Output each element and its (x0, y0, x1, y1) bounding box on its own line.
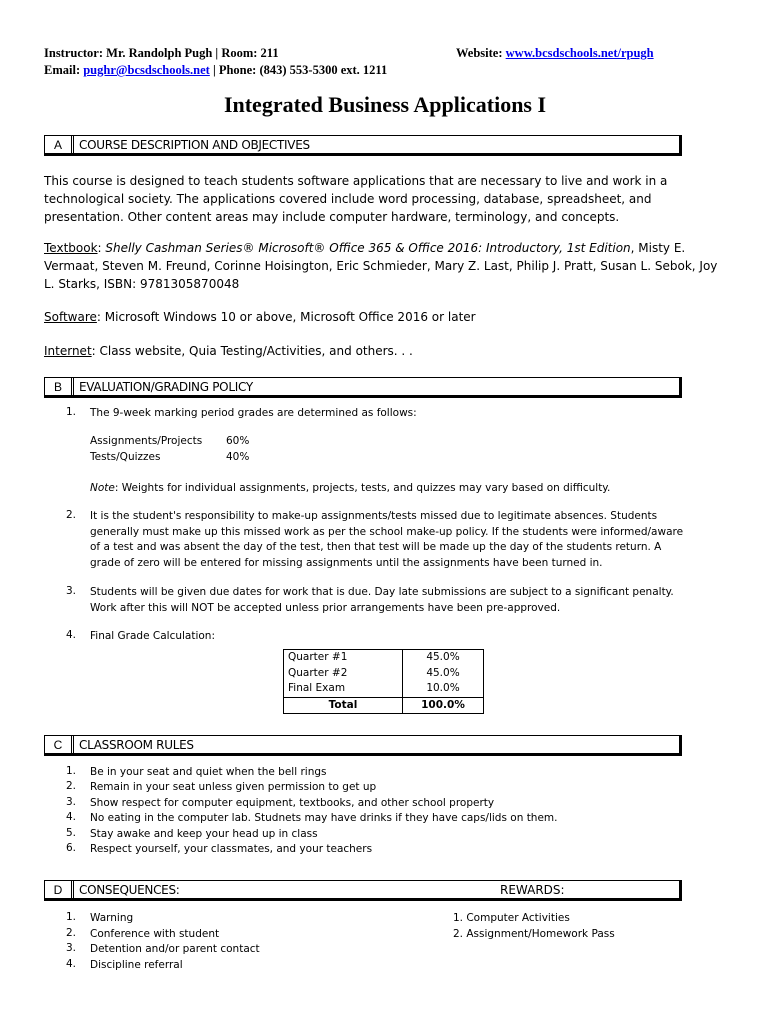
list-number: 1. (66, 911, 77, 923)
note-text: : Weights for individual assignments, projects, tests, and quizzes may vary based on difficulty. (114, 482, 611, 494)
list-number: 2. (66, 509, 77, 521)
email-link[interactable]: pughr@bcsdschools.net (83, 63, 210, 77)
consequence-item: Conference with student (90, 928, 220, 940)
grading-item-1: The 9-week marking period grades are determined as follows: (90, 407, 417, 419)
section-d-title: CONSEQUENCES: (79, 883, 180, 897)
software-label: Software (44, 310, 97, 324)
rule-item: Remain in your seat unless given permission to get up (90, 781, 377, 793)
email-label: Email: (44, 63, 81, 77)
section-a-letter: A (45, 136, 74, 153)
reward-item: 2. Assignment/Homework Pass (453, 928, 615, 940)
list-number: 4. (66, 629, 77, 641)
internet-value: : Class website, Quia Testing/Activities, and others. . . (91, 344, 413, 358)
rule-item: Respect yourself, your classmates, and your teachers (90, 843, 373, 855)
consequence-item: Detention and/or parent contact (90, 943, 260, 955)
page-title: Integrated Business Applications I (223, 92, 547, 117)
grading-item-4: Final Grade Calculation: (90, 630, 216, 642)
grade-row-value: 10.0% (426, 682, 460, 694)
list-number: 4. (66, 958, 77, 970)
rule-item: No eating in the computer lab. Studnets may have drinks if they have caps/lids on them. (90, 812, 558, 824)
section-b-title: EVALUATION/GRADING POLICY (79, 380, 253, 394)
website-link[interactable]: www.bcsdschools.net/rpugh (505, 46, 654, 60)
textbook-title: Shelly Cashman Series® Microsoft® Office 365 & Office 2016: Introductory, 1st Edition (105, 241, 631, 255)
total-label: Total (284, 697, 403, 714)
website-line (456, 46, 654, 61)
section-b-letter: B (45, 378, 74, 395)
final-grade-table (283, 649, 484, 714)
table-row (284, 650, 484, 666)
consequence-item: Warning (90, 912, 134, 924)
section-a-header (44, 135, 682, 156)
internet-label: Internet (44, 344, 92, 358)
list-number: 2. (66, 927, 77, 939)
section-c-title: CLASSROOM RULES (79, 738, 194, 752)
rule-item: Stay awake and keep your head up in class (90, 828, 318, 840)
section-d-letter: D (45, 881, 74, 898)
section-c-header (44, 735, 682, 756)
website-label: Website: (456, 46, 503, 60)
list-number: 4. (66, 811, 77, 823)
list-number: 3. (66, 942, 77, 954)
rewards-title: REWARDS: (500, 883, 565, 897)
list-number: 1. (66, 765, 77, 777)
list-number: 6. (66, 842, 77, 854)
weight-value-tests: 40% (226, 451, 250, 463)
table-total-row (284, 697, 484, 714)
grade-row-label: Final Exam (284, 681, 403, 697)
software-line (44, 308, 724, 326)
rule-item: Be in your seat and quiet when the bell rings (90, 766, 327, 778)
textbook-label: Textbook (44, 241, 98, 255)
course-description: This course is designed to teach students software applications that are necessary to live and work in a technological society. The applications covered include word processing, database, spreadsheet, and presentation. Other content areas may include computer hardware, terminology, and concepts. (44, 174, 668, 224)
grade-row-label: Quarter #1 (284, 650, 403, 666)
instructor-line (44, 46, 279, 61)
section-d-header (44, 880, 682, 901)
list-number: 2. (66, 780, 77, 792)
grade-row-label: Quarter #2 (284, 666, 403, 682)
weight-label-tests: Tests/Quizzes (90, 451, 161, 463)
weight-value-assignments: 60% (226, 435, 250, 447)
table-row (284, 666, 484, 682)
section-b-header (44, 377, 682, 398)
grade-row-value: 45.0% (426, 666, 460, 679)
grading-item-2: It is the student's responsibility to make-up assignments/tests missed due to legitimate absences. Students generally must make up this missed work as per the school make-up policy. If the students were informed/aware of a test and was absent the day of the test, then that test will be made up the day of the students return. A grade of zero will be entered for missing assignments until the assignments have been turned in. (90, 510, 684, 569)
list-number: 3. (66, 585, 77, 597)
section-c-letter: C (45, 736, 74, 753)
instructor-label: Instructor: (44, 46, 104, 60)
textbook-details: , Misty E. Vermaat, Steven M. Freund, Corinne Hoisington, Eric Schmieder, Mary Z. Last, Philip J. Pratt, Susan L. Sebok, Joy L. Starks, ISBN: 9781305870048 (44, 241, 718, 291)
email-line (44, 63, 387, 78)
grade-row-value: 45.0% (426, 651, 460, 663)
software-value: : Microsoft Windows 10 or above, Microsoft Office 2016 or later (96, 310, 476, 324)
instructor-value: Mr. Randolph Pugh | Room: 211 (106, 46, 279, 60)
textbook-paragraph: Textbook: Shelly Cashman Series® Microsoft® Office 365 & Office 2016: Introductory, 1st Edition, Misty E. Vermaat, Steven M. Freund, Corinne Hoisington, Eric Schmieder, Mary Z. Last, Philip J. Pratt, Susan L. Sebok, Joy L. Starks, ISBN: 9781305870048 (44, 241, 718, 291)
phone-text: | Phone: (843) 553-5300 ext. 1211 (212, 63, 388, 77)
note-label: Note (90, 482, 115, 494)
rule-item: Show respect for computer equipment, textbooks, and other school property (90, 797, 495, 809)
consequence-item: Discipline referral (90, 959, 183, 971)
total-value: 100.0% (403, 697, 484, 714)
section-a-title: COURSE DESCRIPTION AND OBJECTIVES (79, 138, 310, 152)
list-number: 1. (66, 406, 77, 418)
weight-label-assignments: Assignments/Projects (90, 435, 203, 447)
weights-note (90, 481, 690, 497)
reward-item: 1. Computer Activities (453, 912, 570, 924)
list-number: 3. (66, 796, 77, 808)
grading-item-3: Students will be given due dates for work that is due. Day late submissions are subject to a significant penalty. Work after this will NOT be accepted unless prior arrangements have been pre-approved. (90, 586, 674, 614)
table-row (284, 681, 484, 697)
internet-line (44, 342, 724, 360)
list-number: 5. (66, 827, 77, 839)
